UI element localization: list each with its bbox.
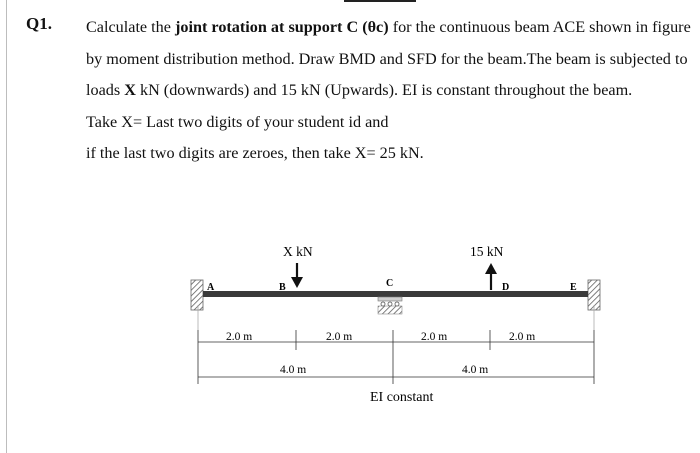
dim-label-cd: 2.0 m — [421, 331, 448, 343]
dim-label-ab: 2.0 m — [226, 331, 253, 343]
question-emphasis-x: X — [124, 81, 136, 99]
dim-label-ce: 4.0 m — [462, 364, 489, 376]
roller-support-c — [378, 297, 402, 314]
up-arrow-icon — [485, 263, 497, 290]
point-label-b: B — [279, 282, 286, 293]
question-text-part: Calculate the — [86, 18, 175, 36]
load-label-15: 15 kN — [470, 244, 504, 259]
question-text-part: kN (downwards) and 15 kN (Upwards). EI is constant throughout the beam. — [135, 81, 633, 99]
instruction-line-1: Take X= Last two digits of your student id and — [86, 112, 389, 131]
point-label-e: E — [570, 282, 577, 293]
down-arrow-icon — [291, 263, 303, 288]
question-text-part: for the continuous beam ACE shown in figure by moment distribution method. Draw BMD and SFD for the beam.The beam is subjected to loads — [86, 18, 691, 99]
point-label-a: A — [207, 282, 215, 293]
dim-label-ac: 4.0 m — [280, 364, 307, 376]
point-label-d: D — [502, 282, 510, 293]
dim-label-de: 2.0 m — [509, 331, 536, 343]
question-emphasis-rotation: joint rotation at support C (θc) — [175, 18, 389, 36]
point-label-c: C — [386, 278, 394, 289]
dim-label-bc: 2.0 m — [326, 331, 353, 343]
fixed-support-a — [191, 280, 203, 310]
dimension-lines — [198, 305, 594, 384]
load-label-x: X kN — [283, 244, 313, 259]
question-number: Q1. — [26, 14, 52, 33]
beam — [203, 291, 588, 297]
ei-note: EI constant — [370, 390, 434, 405]
instruction-line-2: if the last two digits are zeroes, then take X= 25 kN. — [86, 144, 424, 162]
